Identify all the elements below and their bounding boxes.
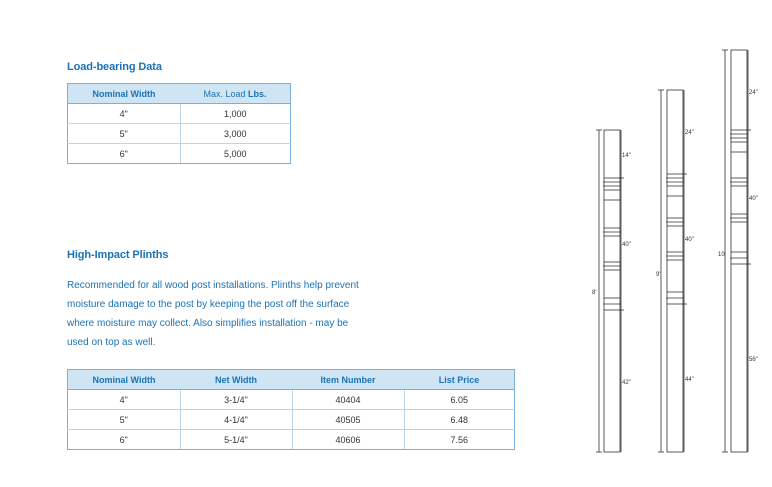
plinths-heading: High-Impact Plinths bbox=[67, 249, 169, 261]
post-9ft-top-label: 24" bbox=[685, 130, 694, 136]
item-number-cell: 40404 bbox=[292, 390, 404, 410]
post-9ft-bottom-label: 44" bbox=[685, 377, 694, 383]
nominal-width-cell: 6" bbox=[68, 430, 181, 450]
list-price-cell: 6.05 bbox=[404, 390, 515, 410]
post-10ft-total-label: 10' bbox=[718, 252, 726, 258]
net-width-cell: 4-1/4" bbox=[180, 410, 292, 430]
description-line: where moisture may collect. Also simplifies installation - may be bbox=[67, 318, 349, 329]
post-10ft-drawing bbox=[722, 50, 751, 452]
list-price-cell: 7.56 bbox=[404, 430, 515, 450]
item-number-cell: 40606 bbox=[292, 430, 404, 450]
net-width-cell: 5-1/4" bbox=[180, 430, 292, 450]
column-header-net-width: Net Width bbox=[180, 370, 292, 390]
nominal-width-cell: 5" bbox=[68, 410, 181, 430]
nominal-width-cell: 4" bbox=[68, 390, 181, 410]
post-8ft-middle-label: 40" bbox=[622, 242, 631, 248]
post-9ft-middle-label: 40" bbox=[685, 237, 694, 243]
description-line: used on top as well. bbox=[67, 337, 156, 348]
post-9ft-drawing bbox=[658, 90, 687, 452]
max-load-cell: 5,000 bbox=[180, 144, 291, 164]
max-load-label: Max. Load bbox=[203, 88, 248, 99]
column-header-nominal-width: Nominal Width bbox=[68, 370, 181, 390]
post-9ft-total-label: 9' bbox=[656, 272, 661, 278]
post-10ft-middle-label: 40" bbox=[749, 196, 758, 202]
post-8ft-bottom-label: 42" bbox=[622, 380, 631, 386]
post-10ft-top-label: 24" bbox=[749, 90, 758, 96]
list-price-cell: 6.48 bbox=[404, 410, 515, 430]
post-8ft-drawing bbox=[596, 130, 624, 452]
max-load-cell: 1,000 bbox=[180, 104, 291, 124]
description-line: Recommended for all wood post installations. Plinths help prevent bbox=[67, 280, 359, 291]
max-load-unit: Lbs. bbox=[248, 88, 267, 99]
post-8ft-top-label: 14" bbox=[622, 153, 631, 159]
load-bearing-heading: Load-bearing Data bbox=[67, 61, 162, 73]
column-header-item-number: Item Number bbox=[292, 370, 404, 390]
net-width-cell: 3-1/4" bbox=[180, 390, 292, 410]
item-number-cell: 40505 bbox=[292, 410, 404, 430]
post-8ft-total-label: 8' bbox=[592, 290, 597, 296]
nominal-width-cell: 4" bbox=[68, 104, 181, 124]
nominal-width-cell: 5" bbox=[68, 124, 181, 144]
column-header-list-price: List Price bbox=[404, 370, 515, 390]
nominal-width-cell: 6" bbox=[68, 144, 181, 164]
post-10ft-bottom-label: 56" bbox=[749, 357, 758, 363]
column-header-nominal-width: Nominal Width bbox=[68, 84, 181, 104]
max-load-cell: 3,000 bbox=[180, 124, 291, 144]
description-line: moisture damage to the post by keeping the post off the surface bbox=[67, 299, 350, 310]
